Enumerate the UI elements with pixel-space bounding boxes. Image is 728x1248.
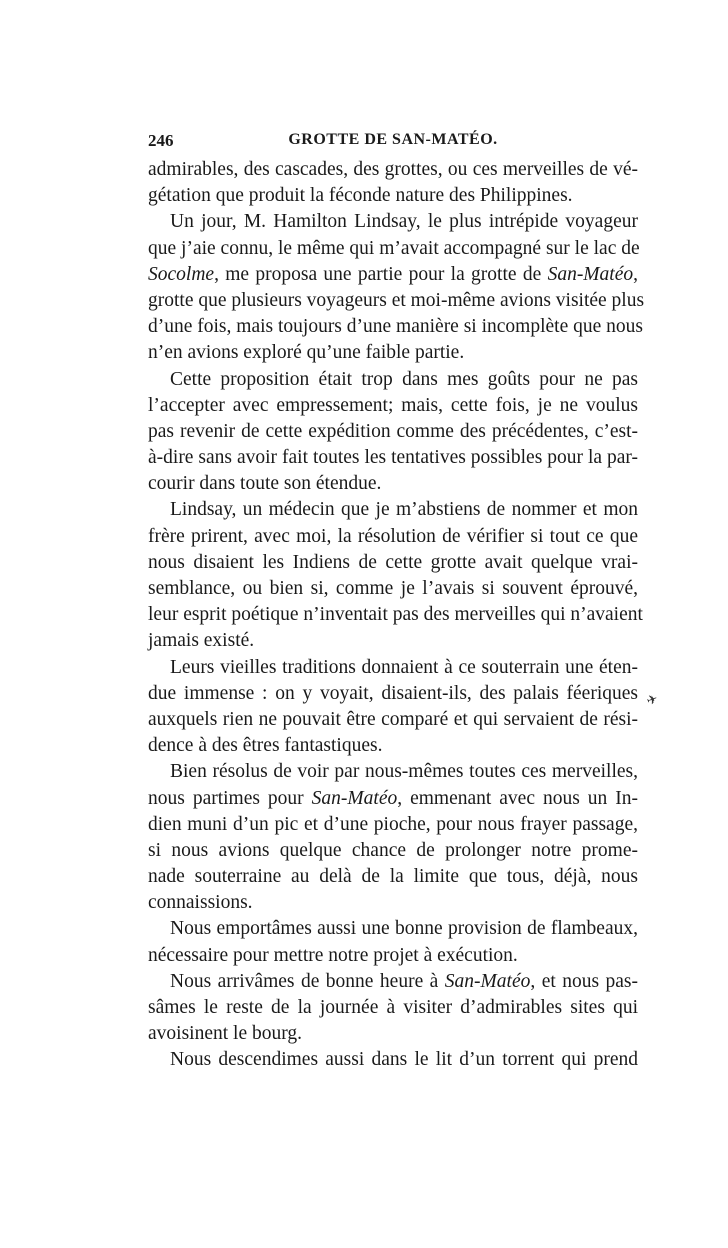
- page-header: [148, 131, 638, 153]
- text-line: avoisinent le bourg.: [148, 1023, 302, 1045]
- text-line: que j’aie connu, le même qui m’avait accompagné sur le lac de: [148, 237, 640, 259]
- text-line: si nous avions quelque chance de prolonger notre prome-: [148, 839, 638, 861]
- text-line: Lindsay, un médecin que je m’abstiens de nommer et mon: [170, 499, 638, 521]
- text-span: Nous arrivâmes de bonne heure à: [170, 970, 445, 992]
- text-line: semblance, ou bien si, comme je l’avais si souvent éprouvé,: [148, 578, 638, 599]
- text-line: connaissions.: [148, 892, 253, 914]
- text-line: leur esprit poétique n’inventait pas des merveilles qui n’avaient: [148, 604, 643, 626]
- text-line: dien muni d’un pic et d’une pioche, pour nous frayer passage,: [148, 813, 638, 835]
- text-line: à-dire sans avoir fait toutes les tentatives possibles pour la par-: [148, 447, 638, 469]
- text-span: , et nous pas-: [530, 970, 638, 992]
- text-line: admirables, des cascades, des grottes, ou ces merveilles de vé-: [148, 159, 638, 180]
- text-line: l’accepter avec empressement; mais, cette fois, je ne voulus: [148, 394, 638, 416]
- text-line: grotte que plusieurs voyageurs et moi-même avions visitée plus: [148, 289, 645, 311]
- text-span: , emmenant avec nous un In-: [397, 787, 639, 809]
- text-span: , me proposa une partie pour la grotte de: [214, 263, 548, 285]
- text-line: Leurs vieilles traditions donnaient à ce souterrain une éten-: [170, 656, 638, 678]
- text-line: Bien résolus de voir par nous-mêmes toutes ces merveilles,: [170, 761, 638, 783]
- text-line: Un jour, M. Hamilton Lindsay, le plus intrépide voyageur: [170, 211, 638, 233]
- text-line: dence à des êtres fantastiques.: [148, 735, 383, 757]
- text-span: ,: [633, 263, 638, 285]
- text-line: frère prirent, avec moi, la résolution de vérifier si tout ce que: [148, 525, 638, 547]
- italic-place-name: San-Matéo: [444, 970, 531, 992]
- page-number: 246: [148, 131, 174, 150]
- italic-place-name: San-Matéo: [547, 263, 634, 285]
- text-line: nade souterraine au delà de la limite que tous, déjà, nous: [148, 866, 638, 888]
- italic-place-name: San-Matéo: [311, 787, 398, 809]
- margin-mark-icon: ✈: [644, 691, 661, 710]
- text-line: Nous descendimes aussi dans le lit d’un torrent qui prend: [170, 1049, 638, 1071]
- text-span: nous partimes pour: [148, 787, 312, 809]
- text-line: auxquels rien ne pouvait être comparé et qui servaient de rési-: [148, 708, 638, 730]
- text-line: courir dans toute son étendue.: [148, 473, 382, 495]
- text-line: d’une fois, mais toujours d’une manière si incomplète que nous: [148, 316, 643, 338]
- text-line: [148, 969, 638, 995]
- italic-place-name: Socolme: [148, 263, 215, 285]
- text-line: due immense : on y voyait, disaient-ils, des palais féeriques: [148, 682, 638, 704]
- text-line: nécessaire pour mettre notre projet à exécution.: [148, 944, 518, 966]
- running-title: GROTTE DE SAN-MATÉO.: [288, 131, 498, 148]
- text-line: Nous emportâmes aussi une bonne provision de flambeaux,: [170, 918, 638, 940]
- body-text: [148, 157, 645, 1074]
- text-line: nous disaient les Indiens de cette grotte avait quelque vrai-: [148, 551, 638, 573]
- text-line: [148, 786, 638, 812]
- text-line: gétation que produit la féconde nature des Philippines.: [148, 185, 573, 207]
- text-line: Cette proposition était trop dans mes goûts pour ne pas: [170, 368, 638, 390]
- text-line: n’en avions exploré qu’une faible partie.: [148, 342, 465, 364]
- text-line: [148, 262, 638, 288]
- text-line: sâmes le reste de la journée à visiter d’admirables sites qui: [148, 997, 638, 1018]
- text-line: jamais existé.: [148, 630, 255, 652]
- text-line: pas revenir de cette expédition comme des précédentes, c’est-: [148, 420, 638, 442]
